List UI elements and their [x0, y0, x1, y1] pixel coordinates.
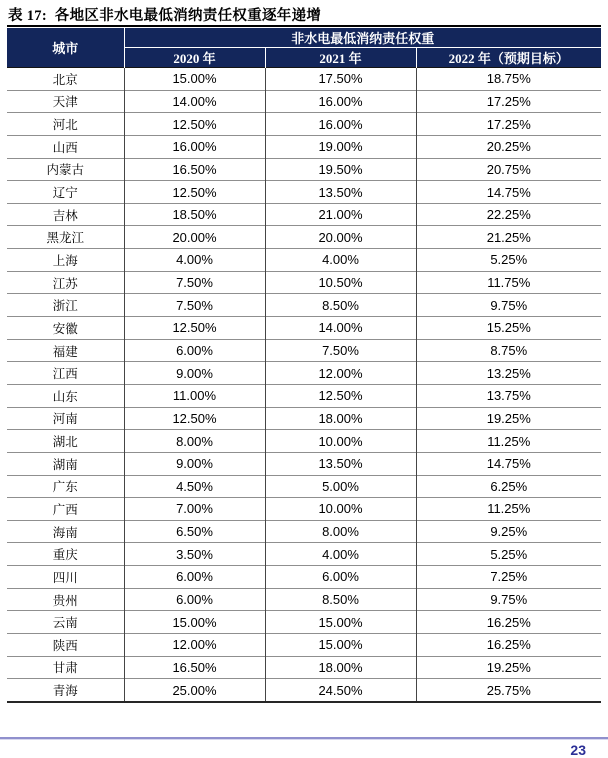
- value-cell: 3.50%: [124, 543, 265, 566]
- value-cell: 7.00%: [124, 498, 265, 521]
- value-cell: 14.75%: [416, 181, 601, 204]
- value-cell: 19.25%: [416, 656, 601, 679]
- value-cell: 21.00%: [265, 203, 416, 226]
- value-cell: 19.00%: [265, 135, 416, 158]
- value-cell: 10.50%: [265, 271, 416, 294]
- value-cell: 4.00%: [124, 249, 265, 272]
- value-cell: 7.50%: [265, 339, 416, 362]
- value-cell: 16.25%: [416, 634, 601, 657]
- value-cell: 18.00%: [265, 656, 416, 679]
- city-cell: 辽宁: [7, 181, 124, 204]
- value-cell: 9.00%: [124, 452, 265, 475]
- header-row-group: [7, 28, 601, 48]
- table-header: [7, 28, 601, 68]
- value-cell: 11.75%: [416, 271, 601, 294]
- value-cell: 10.00%: [265, 430, 416, 453]
- value-cell: 15.00%: [265, 611, 416, 634]
- value-cell: 22.25%: [416, 203, 601, 226]
- value-cell: 15.00%: [124, 611, 265, 634]
- table-row: [7, 520, 601, 543]
- value-cell: 8.75%: [416, 339, 601, 362]
- table-row: [7, 226, 601, 249]
- value-cell: 20.00%: [265, 226, 416, 249]
- table-row: [7, 588, 601, 611]
- value-cell: 14.00%: [124, 90, 265, 113]
- city-cell: 贵州: [7, 588, 124, 611]
- city-cell: 浙江: [7, 294, 124, 317]
- city-column-header: 城市: [7, 28, 124, 68]
- value-cell: 14.75%: [416, 452, 601, 475]
- value-cell: 6.00%: [124, 339, 265, 362]
- value-cell: 15.00%: [124, 68, 265, 91]
- table-row: [7, 362, 601, 385]
- city-cell: 海南: [7, 520, 124, 543]
- value-cell: 12.00%: [265, 362, 416, 385]
- value-cell: 11.00%: [124, 384, 265, 407]
- value-cell: 16.00%: [124, 135, 265, 158]
- value-cell: 16.00%: [265, 113, 416, 136]
- value-cell: 20.25%: [416, 135, 601, 158]
- value-cell: 20.00%: [124, 226, 265, 249]
- city-cell: 云南: [7, 611, 124, 634]
- city-cell: 甘肃: [7, 656, 124, 679]
- table-row: [7, 384, 601, 407]
- year-2022-header: 2022 年（预期目标）: [416, 48, 601, 68]
- value-cell: 25.75%: [416, 679, 601, 702]
- table-row: [7, 679, 601, 702]
- table-row: [7, 475, 601, 498]
- value-cell: 8.00%: [124, 430, 265, 453]
- city-cell: 江苏: [7, 271, 124, 294]
- city-cell: 北京: [7, 68, 124, 91]
- table-row: [7, 158, 601, 181]
- value-cell: 12.50%: [124, 181, 265, 204]
- city-cell: 山西: [7, 135, 124, 158]
- value-cell: 5.00%: [265, 475, 416, 498]
- table-row: [7, 68, 601, 91]
- city-cell: 天津: [7, 90, 124, 113]
- value-cell: 18.00%: [265, 407, 416, 430]
- value-cell: 12.50%: [124, 407, 265, 430]
- value-cell: 6.00%: [265, 566, 416, 589]
- value-cell: 19.50%: [265, 158, 416, 181]
- value-cell: 13.50%: [265, 181, 416, 204]
- table-row: [7, 181, 601, 204]
- value-cell: 17.50%: [265, 68, 416, 91]
- city-cell: 江西: [7, 362, 124, 385]
- city-cell: 河北: [7, 113, 124, 136]
- table-row: [7, 339, 601, 362]
- group-column-header: 非水电最低消纳责任权重: [124, 28, 601, 48]
- value-cell: 25.00%: [124, 679, 265, 702]
- value-cell: 13.75%: [416, 384, 601, 407]
- table-row: [7, 634, 601, 657]
- value-cell: 5.25%: [416, 543, 601, 566]
- value-cell: 12.50%: [124, 113, 265, 136]
- value-cell: 9.00%: [124, 362, 265, 385]
- value-cell: 6.00%: [124, 566, 265, 589]
- city-cell: 陕西: [7, 634, 124, 657]
- table-body: [7, 68, 601, 702]
- city-cell: 山东: [7, 384, 124, 407]
- table-row: [7, 430, 601, 453]
- table-row: [7, 452, 601, 475]
- value-cell: 8.00%: [265, 520, 416, 543]
- city-cell: 广东: [7, 475, 124, 498]
- value-cell: 9.75%: [416, 588, 601, 611]
- value-cell: 4.50%: [124, 475, 265, 498]
- value-cell: 9.75%: [416, 294, 601, 317]
- footer-divider: [0, 737, 608, 740]
- value-cell: 12.50%: [124, 317, 265, 340]
- table-title: 表 17: 各地区非水电最低消纳责任权重逐年递增: [8, 8, 322, 24]
- city-cell: 黑龙江: [7, 226, 124, 249]
- city-cell: 重庆: [7, 543, 124, 566]
- table-row: [7, 498, 601, 521]
- value-cell: 11.25%: [416, 498, 601, 521]
- table-row: [7, 90, 601, 113]
- value-cell: 12.50%: [265, 384, 416, 407]
- table-row: [7, 407, 601, 430]
- table-row: [7, 656, 601, 679]
- table-row: [7, 135, 601, 158]
- value-cell: 6.50%: [124, 520, 265, 543]
- value-cell: 18.75%: [416, 68, 601, 91]
- value-cell: 13.50%: [265, 452, 416, 475]
- table-row: [7, 271, 601, 294]
- year-2021-header: 2021 年: [265, 48, 416, 68]
- table-row: [7, 249, 601, 272]
- value-cell: 7.50%: [124, 294, 265, 317]
- value-cell: 16.50%: [124, 158, 265, 181]
- value-cell: 5.25%: [416, 249, 601, 272]
- city-cell: 四川: [7, 566, 124, 589]
- table-row: [7, 203, 601, 226]
- city-cell: 青海: [7, 679, 124, 702]
- value-cell: 14.00%: [265, 317, 416, 340]
- page-number: 23: [570, 742, 586, 758]
- value-cell: 8.50%: [265, 588, 416, 611]
- value-cell: 9.25%: [416, 520, 601, 543]
- table-row: [7, 294, 601, 317]
- value-cell: 16.00%: [265, 90, 416, 113]
- value-cell: 11.25%: [416, 430, 601, 453]
- table-row: [7, 566, 601, 589]
- value-cell: 6.00%: [124, 588, 265, 611]
- value-cell: 7.25%: [416, 566, 601, 589]
- city-cell: 湖南: [7, 452, 124, 475]
- title-rule: [7, 25, 601, 27]
- value-cell: 24.50%: [265, 679, 416, 702]
- value-cell: 15.00%: [265, 634, 416, 657]
- table-row: [7, 543, 601, 566]
- city-cell: 湖北: [7, 430, 124, 453]
- city-cell: 安徽: [7, 317, 124, 340]
- value-cell: 21.25%: [416, 226, 601, 249]
- value-cell: 20.75%: [416, 158, 601, 181]
- table-row: [7, 611, 601, 634]
- city-cell: 内蒙古: [7, 158, 124, 181]
- value-cell: 17.25%: [416, 113, 601, 136]
- value-cell: 12.00%: [124, 634, 265, 657]
- consumption-weight-table: [7, 28, 601, 703]
- value-cell: 8.50%: [265, 294, 416, 317]
- value-cell: 7.50%: [124, 271, 265, 294]
- value-cell: 16.50%: [124, 656, 265, 679]
- year-2020-header: 2020 年: [124, 48, 265, 68]
- value-cell: 18.50%: [124, 203, 265, 226]
- city-cell: 广西: [7, 498, 124, 521]
- city-cell: 吉林: [7, 203, 124, 226]
- value-cell: 15.25%: [416, 317, 601, 340]
- value-cell: 17.25%: [416, 90, 601, 113]
- table-row: [7, 317, 601, 340]
- table-row: [7, 113, 601, 136]
- value-cell: 16.25%: [416, 611, 601, 634]
- value-cell: 6.25%: [416, 475, 601, 498]
- value-cell: 4.00%: [265, 249, 416, 272]
- value-cell: 4.00%: [265, 543, 416, 566]
- city-cell: 上海: [7, 249, 124, 272]
- city-cell: 福建: [7, 339, 124, 362]
- value-cell: 13.25%: [416, 362, 601, 385]
- city-cell: 河南: [7, 407, 124, 430]
- value-cell: 19.25%: [416, 407, 601, 430]
- value-cell: 10.00%: [265, 498, 416, 521]
